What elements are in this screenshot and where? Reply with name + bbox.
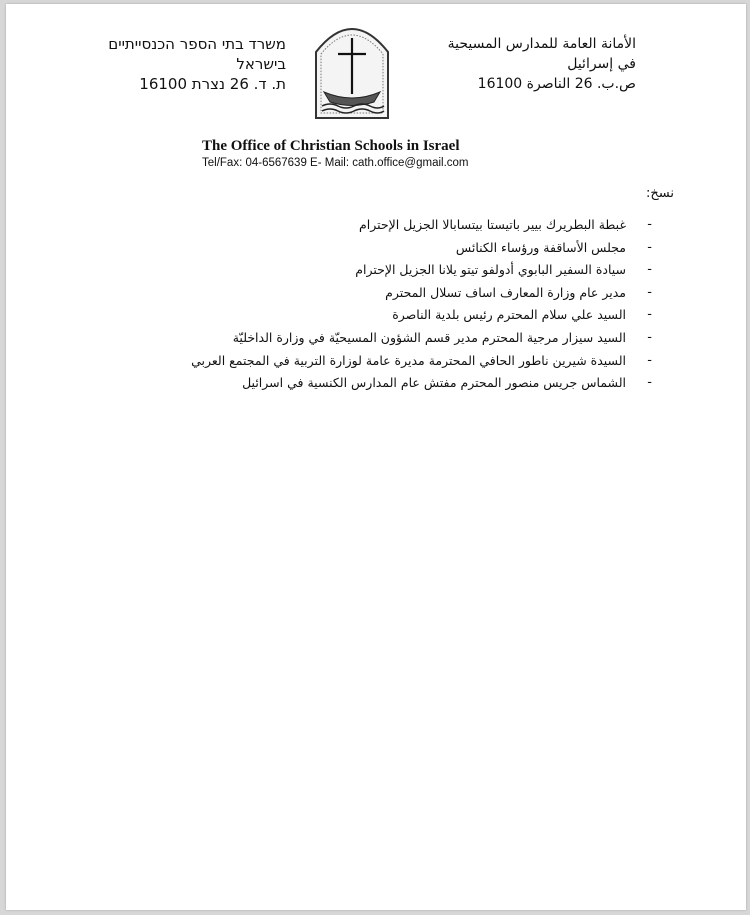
- list-item: - مجلس الأساقفة ورؤساء الكنائس: [455, 239, 652, 255]
- hebrew-org-name: משרד בתי הספר הכנסייתיים: [108, 35, 286, 53]
- arabic-country: في إسرائيل: [567, 56, 636, 72]
- letter-page: [6, 4, 746, 910]
- list-item: - السيد سيزار مرجية المحترم مدير قسم الشؤون المسيحيّة في وزارة الداخليّة: [232, 329, 652, 345]
- list-item: - غبطة البطريرك بيير باتيستا بيتسابالا الجزيل الإحترام: [359, 217, 652, 232]
- copies-list: [106, 214, 652, 395]
- list-item: - سيادة السفير البابوي أدولفو تيتو يلانا الجزيل الإحترام: [355, 262, 652, 278]
- hebrew-letterhead: [56, 34, 286, 94]
- list-item: - مدير عام وزارة المعارف اساف تسلال المحترم: [385, 284, 652, 300]
- arabic-org-name: الأمانة العامة للمدارس المسيحية: [447, 36, 636, 52]
- organization-title: The Office of Christian Schools in Israel: [202, 138, 460, 154]
- list-item: - السيدة شيرين ناطور الحافي المحترمة مديرة عامة لوزارة التربية في المجتمع العربي: [191, 352, 652, 368]
- organization-contact: Tel/Fax: 04-6567639 E- Mail: cath.office@gmail.com: [202, 157, 469, 169]
- cross-boat-emblem-icon: [308, 14, 396, 126]
- hebrew-country: בישראל: [236, 55, 286, 73]
- list-item: - الشماس جريس منصور المحترم مفتش عام المدارس الكنسية في اسرائيل: [242, 375, 652, 391]
- arabic-address: ص.ب. 26 الناصرة 16100: [477, 76, 636, 92]
- hebrew-address: ת. ד. 26 נצרת 16100: [139, 75, 286, 93]
- list-item: - السيد علي سلام المحترم رئيس بلدية الناصرة: [392, 307, 652, 323]
- arabic-letterhead: [396, 34, 636, 94]
- copies-label: نسخ:: [646, 186, 674, 201]
